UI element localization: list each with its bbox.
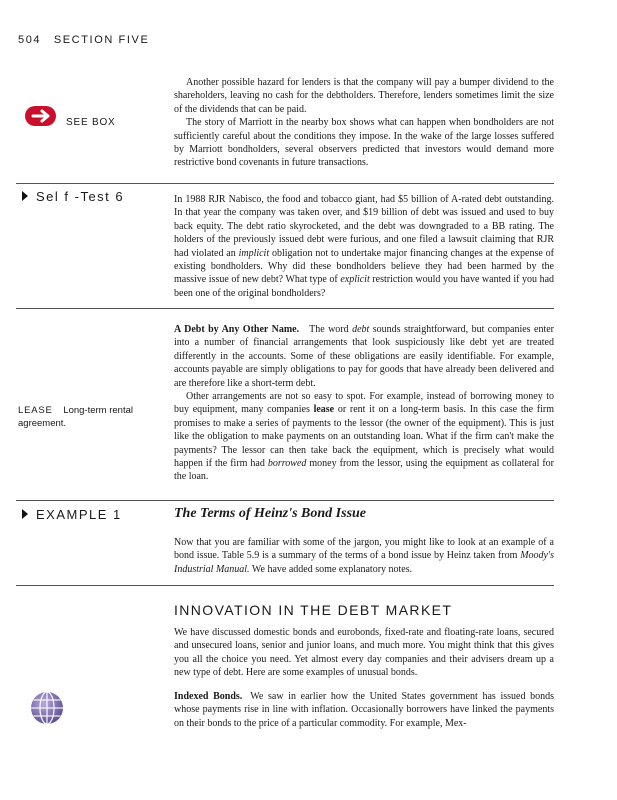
example-marker [22, 507, 122, 522]
debt-p1-text-2: sounds straightforward, but companies enter into a number of financial arrangements that look suspiciously like debt yet are treated differently in the accounts. Some of these obligations are easily identifiable. For example, accounts payable are simply obligations to pay for goods that have already been delivered and are therefore like a short-term debt. [174, 324, 554, 389]
innovation-title: INNOVATION IN THE DEBT MARKET [174, 602, 453, 618]
example-block [174, 536, 554, 576]
self-test-text-1: In 1988 RJR Nabisco, the food and tobacco giant, had $5 billion of A-rated debt outstanding. In that year the company was taken over, and $19 billion of debt was issued and used to buy back equity. The debt ratio skyrocketed, and the debt was downgraded to a BB rating. The holders of the previously issued debt were furious, and one filed a lawsuit claiming that RJR had violated an [174, 194, 554, 259]
debt-p2-text-1: Other arrangements are not so easy to spot. For example, instead of borrowing money to buy equipment, many companies [174, 391, 554, 416]
example-label: EXAMPLE 1 [36, 507, 122, 522]
debt-p1-text-1: The word [309, 324, 353, 335]
triangle-bullet-icon [22, 509, 28, 519]
debt-p2-text-2: or rent it on a long-term basis. In this case the firm promises to make a series of payments to the lessor (the owner of the equipment). This is just like the obligation to make payments on an outstanding loan. What if the firm can't make the payments? The lessor can then take back the equipment, which is precisely what would happen if the firm had [174, 404, 554, 470]
divider [16, 500, 554, 501]
indexed-bonds-block [174, 690, 554, 730]
debt-heading: A Debt by Any Other Name. [174, 324, 300, 335]
example-paragraph [174, 536, 554, 576]
page-number: 504 [18, 34, 42, 46]
borrowed-term: borrowed [267, 458, 307, 470]
divider [16, 308, 554, 309]
divider [16, 183, 554, 184]
self-test-marker [22, 189, 124, 204]
debt-other-name-block [174, 323, 554, 484]
self-test-text-3: restriction would you have wanted if you had been one of the original bondholders? [174, 274, 555, 299]
self-test-label: Sel f -Test 6 [36, 189, 125, 204]
intro-paragraph-2: The story of Marriott in the nearby box shows what can happen when bondholders are not sufficiently careful about the conditions they impose. In the wake of the large losses suffered by Marriott bondholders, several observers predicted that investors would demand more restrictive bond covenants in future transactions. [174, 117, 554, 169]
innovation-paragraph: We have discussed domestic bonds and eurobonds, fixed-rate and floating-rate loans, secured and unsecured loans, senior and junior loans, and much more. You might think that this gives you all the choice you need. Yet almost every day companies and their advisers dream up a new type of debt. Here are some examples of unusual bonds. [174, 627, 554, 679]
indexed-bonds-paragraph [174, 690, 554, 730]
example-source: Moody's Industrial Manual. [174, 550, 554, 575]
debt-term: debt [352, 324, 370, 335]
running-header [18, 34, 149, 46]
self-test-text-2: obligation not to undertake major financing changes at the expense of existing bondholders. Why did these bondholders believe they had been harmed by the massive issue of new debt? What type of [174, 247, 554, 286]
see-box-label: SEE BOX [66, 117, 116, 128]
lease-note-definition: Long-term rental agreement. [18, 405, 133, 430]
debt-p2-text-3: money from the lessor, using the equipment as collateral for the loan. [174, 458, 555, 483]
example-text-2: We have added some explanatory notes. [249, 563, 413, 575]
debt-paragraph-1 [174, 323, 554, 390]
lease-term: lease [313, 404, 335, 416]
self-test-block [174, 193, 554, 300]
explicit-term: explicit [340, 274, 370, 286]
lease-note-term: LEASE [18, 405, 53, 416]
indexed-bonds-text: We saw in earlier how the United States government has issued bonds whose payments rise in line with inflation. Occasionally borrowers have linked the payments on their bonds to the price of a particular commodity. For example, Mex- [174, 691, 554, 729]
section-label: SECTION FIVE [53, 34, 150, 46]
innovation-block [174, 626, 554, 680]
implicit-term: implicit [238, 247, 270, 259]
example-text-1: Now that you are familiar with some of the jargon, you might like to look at an example of a bond issue. Table 5.9 is a summary of the terms of a bond issue by Heinz taken from [174, 537, 554, 562]
intro-block [174, 76, 554, 170]
example-title: The Terms of Heinz's Bond Issue [174, 506, 367, 521]
triangle-bullet-icon [22, 191, 28, 201]
self-test-question [174, 193, 554, 300]
web-globe-marker[interactable] [30, 691, 64, 730]
lease-margin-note [18, 404, 168, 431]
intro-paragraph-1: Another possible hazard for lenders is that the company will pay a bumper dividend to the shareholders, leaving no cash for the debtholders. Therefore, lenders sometimes limit the size of the dividends that can be paid. [174, 77, 554, 115]
globe-icon [30, 691, 64, 725]
debt-paragraph-2 [174, 390, 554, 484]
indexed-bonds-heading: Indexed Bonds. [174, 691, 243, 702]
see-box-arrow-icon [24, 105, 58, 127]
divider [16, 585, 554, 586]
see-box-marker[interactable] [24, 105, 58, 132]
